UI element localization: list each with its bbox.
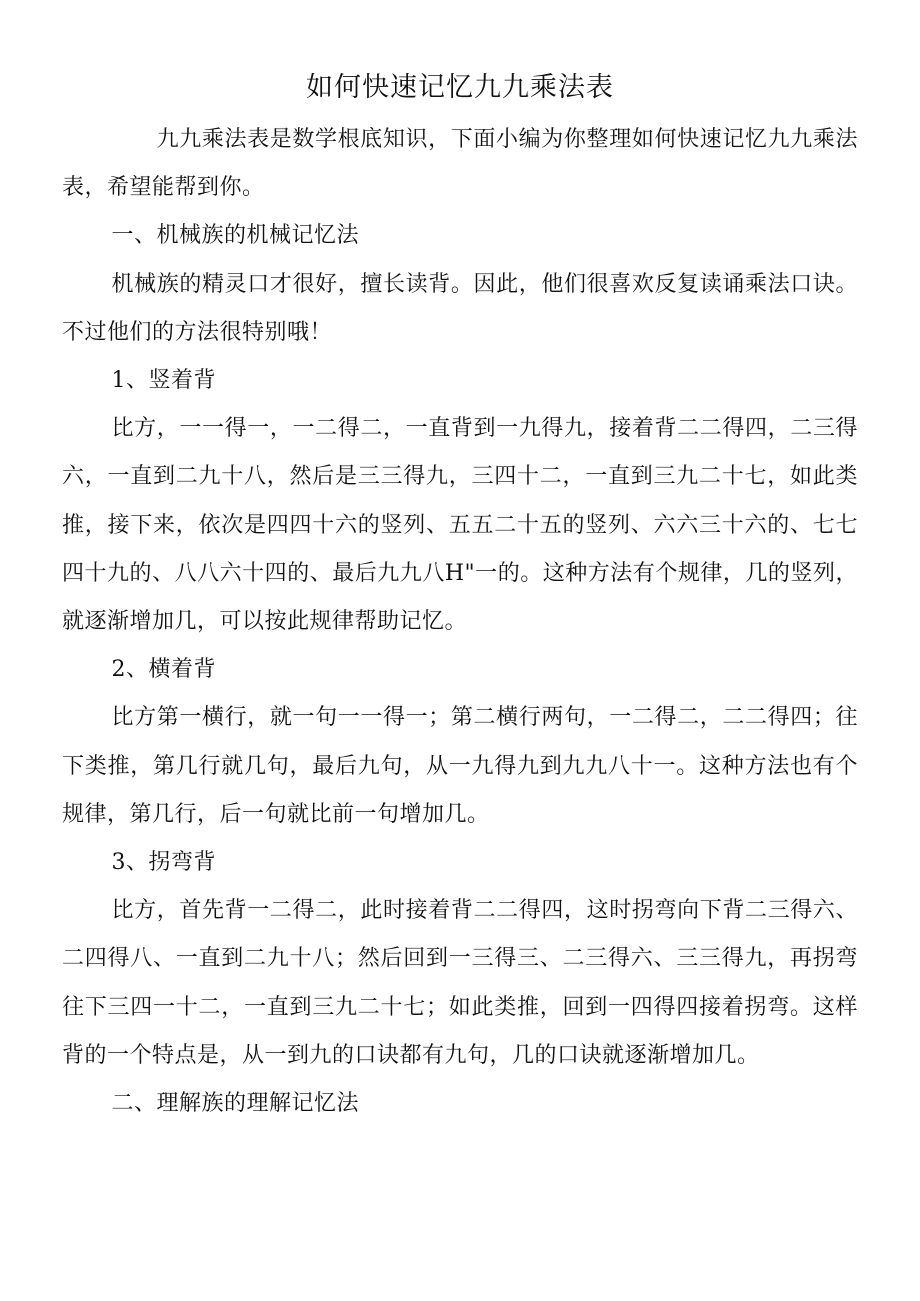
document-title: 如何快速记忆九九乘法表: [306, 72, 614, 103]
intro-paragraph: 九九乘法表是数学根底知识，下面小编为你整理如何快速记忆九九乘法表，希望能帮到你。: [62, 127, 858, 201]
method-heading-turning: 3、拐弯背: [111, 850, 216, 876]
section1-intro-paragraph: 机械族的精灵口才很好，擅长读背。因此，他们很喜欢反复读诵乘法口诀。不过他们的方法很特别哦！: [62, 271, 858, 345]
method-horizontal-paragraph: 比方第一横行，就一句一一得一；第二横行两句，一二得二，二二得四；往下类推，第几行就几句，最后九句，从一九得九到九九八十一。这种方法也有个规律，第几行，后一句就比前一句增加几。: [62, 705, 858, 827]
method-heading-horizontal: 2、横着背: [111, 657, 216, 683]
document-body: [62, 116, 858, 1128]
method-vertical-paragraph: 比方，一一得一，一二得二，一直背到一九得九，接着背二二得四，二三得六，一直到二九十八，然后是三三得九，三四十二，一直到三九二十七，如此类推，接下来，依次是四四十六的竖列、五五二十五的竖列、六六三十六的、七七四十九的、八八六十四的、最后九九八H"一的。这种方法有个规律，几的竖列，就逐渐增加几，可以按此规律帮助记忆。: [62, 416, 858, 635]
section-heading-understanding: 二、理解族的理解记忆法: [111, 1091, 360, 1117]
method-turning-paragraph: 比方，首先背一二得二，此时接着背二二得四，这时拐弯向下背二三得六、二四得八、一直到二九十八；然后回到一三得三、二三得六、三三得九，再拐弯往下三四一十二，一直到三九二十七；如此类推，回到一四得四接着拐弯。这样背的一个特点是，从一到九的口诀都有九句，几的口诀就逐渐增加几。: [62, 898, 858, 1068]
section-heading-mechanical: 一、机械族的机械记忆法: [111, 223, 360, 249]
method-heading-vertical: 1、竖着背: [111, 368, 216, 394]
